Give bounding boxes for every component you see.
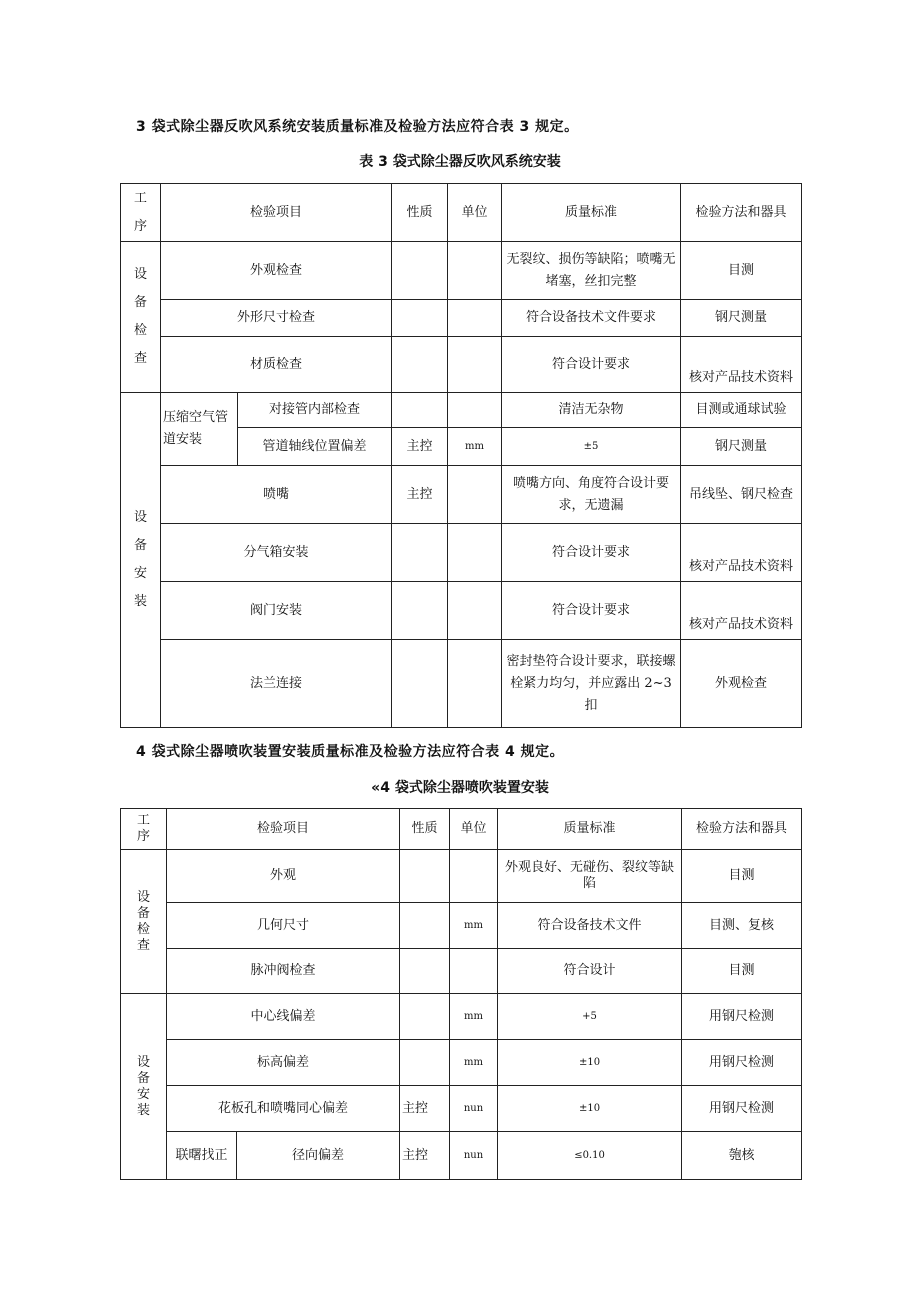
row-unit	[448, 582, 502, 640]
row-standard: ±10	[498, 1040, 682, 1086]
table-row	[121, 300, 802, 337]
row-nature	[392, 393, 448, 428]
row-standard: ±10	[498, 1086, 682, 1132]
table-3	[120, 183, 802, 728]
row-standard: 外观良好、无碰伤、裂纹等缺陷	[498, 850, 682, 903]
table-row	[121, 949, 802, 994]
row-method: 核对产品技术资料	[681, 524, 802, 582]
row-standard: 符合设计要求	[502, 524, 681, 582]
header-process: 工序	[121, 809, 167, 850]
row-method: 目测、复核	[682, 903, 802, 949]
row-standard: 无裂纹、损伤等缺陷；喷嘴无堵塞，丝扣完整	[502, 242, 681, 300]
row-method: 目测或通球试验	[681, 393, 802, 428]
row-unit	[448, 337, 502, 393]
row-method: 核对产品技术资料	[681, 582, 802, 640]
row-item: 外观检查	[161, 242, 392, 300]
row-item: 外观	[167, 850, 400, 903]
table-row	[121, 903, 802, 949]
row-nature: 主控	[400, 1132, 450, 1180]
row-standard: 符合设计	[498, 949, 682, 994]
row-nature: 主控	[392, 428, 448, 466]
row-unit	[448, 242, 502, 300]
row-item: 材质检查	[161, 337, 392, 393]
row-item: 几何尺寸	[167, 903, 400, 949]
header-item: 检验项目	[167, 809, 400, 850]
row-nature	[392, 337, 448, 393]
row-unit: nun	[450, 1086, 498, 1132]
header-nature: 性质	[400, 809, 450, 850]
header-item: 检验项目	[161, 184, 392, 242]
row-standard: 密封垫符合设计要求，联接螺栓紧力均匀，并应露出 2~3 扣	[502, 640, 681, 728]
section-3-intro: 3 袋式除尘器反吹风系统安装质量标准及检验方法应符合表 3 规定。	[136, 119, 579, 135]
header-method: 检验方法和器具	[681, 184, 802, 242]
row-item: 分气箱安装	[161, 524, 392, 582]
row-nature	[392, 524, 448, 582]
row-nature	[392, 300, 448, 337]
row-item: 径向偏差	[237, 1132, 400, 1180]
row-standard: ≤0.10	[498, 1132, 682, 1180]
row-standard: 喷嘴方向、角度符合设计要求，无遗漏	[502, 466, 681, 524]
row-item: 法兰连接	[161, 640, 392, 728]
row-method: 目测	[682, 850, 802, 903]
row-unit	[448, 466, 502, 524]
row-method: 核对产品技术资料	[681, 337, 802, 393]
subgroup-air-pipe: 压缩空气管道安装	[161, 393, 238, 466]
table-row	[121, 582, 802, 640]
row-nature	[400, 994, 450, 1040]
row-nature	[392, 242, 448, 300]
group-equipment-install: 设备安装	[121, 393, 161, 728]
table-row	[121, 1040, 802, 1086]
row-unit: mm	[450, 994, 498, 1040]
row-item: 阀门安装	[161, 582, 392, 640]
subgroup-alignment: 联曙找正	[167, 1132, 237, 1180]
row-standard: 符合设备技术文件	[498, 903, 682, 949]
table-row	[121, 242, 802, 300]
table-row	[121, 524, 802, 582]
table-row	[121, 640, 802, 728]
row-standard: 符合设备技术文件要求	[502, 300, 681, 337]
row-standard: 清洁无杂物	[502, 393, 681, 428]
table-header-row	[121, 809, 802, 850]
row-standard: 符合设计要求	[502, 337, 681, 393]
row-standard: ±5	[502, 428, 681, 466]
row-item: 对接管内部检查	[238, 393, 392, 428]
row-item: 喷嘴	[161, 466, 392, 524]
row-method: 外观检查	[681, 640, 802, 728]
row-unit: nun	[450, 1132, 498, 1180]
row-nature	[400, 1040, 450, 1086]
row-standard: 符合设计要求	[502, 582, 681, 640]
row-method: 用钢尺检测	[682, 1086, 802, 1132]
table-row	[121, 850, 802, 903]
table-row	[121, 337, 802, 393]
table-row	[121, 1132, 802, 1180]
row-method: 用钢尺检测	[682, 994, 802, 1040]
row-method: 钢尺测量	[681, 300, 802, 337]
row-method: 钢尺测量	[681, 428, 802, 466]
header-standard: 质量标准	[502, 184, 681, 242]
header-method: 检验方法和器具	[682, 809, 802, 850]
row-nature	[400, 949, 450, 994]
row-item: 外形尺寸检查	[161, 300, 392, 337]
row-unit	[448, 640, 502, 728]
row-unit	[450, 949, 498, 994]
row-method: 吊线坠、钢尺检查	[681, 466, 802, 524]
row-standard: +5	[498, 994, 682, 1040]
header-unit: 单位	[450, 809, 498, 850]
table-header-row	[121, 184, 802, 242]
table-row	[121, 1086, 802, 1132]
header-nature: 性质	[392, 184, 448, 242]
header-unit: 单位	[448, 184, 502, 242]
row-item: 标高偏差	[167, 1040, 400, 1086]
row-nature: 主控	[392, 466, 448, 524]
row-nature	[392, 582, 448, 640]
table-row	[121, 994, 802, 1040]
group-equipment-check: 设备检查	[121, 242, 161, 393]
row-nature	[400, 850, 450, 903]
row-method: 匏核	[682, 1132, 802, 1180]
row-unit: mm	[448, 428, 502, 466]
table-row	[121, 393, 802, 428]
row-unit	[448, 524, 502, 582]
row-nature: 主控	[400, 1086, 450, 1132]
table-row	[121, 466, 802, 524]
group-equipment-check: 设备检查	[121, 850, 167, 994]
row-unit: mm	[450, 1040, 498, 1086]
row-nature	[392, 640, 448, 728]
row-item: 脉冲阀检查	[167, 949, 400, 994]
header-standard: 质量标准	[498, 809, 682, 850]
row-method: 用钢尺检测	[682, 1040, 802, 1086]
row-method: 目测	[682, 949, 802, 994]
row-item: 中心线偏差	[167, 994, 400, 1040]
row-item: 管道轴线位置偏差	[238, 428, 392, 466]
table-4-caption: «4 袋式除尘器喷吹装置安装	[371, 780, 549, 796]
row-unit	[448, 393, 502, 428]
header-process: 工序	[121, 184, 161, 242]
row-nature	[400, 903, 450, 949]
group-equipment-install: 设备安装	[121, 994, 167, 1180]
row-method: 目测	[681, 242, 802, 300]
section-4-intro: 4 袋式除尘器喷吹装置安装质量标准及检验方法应符合表 4 规定。	[136, 744, 565, 760]
row-unit: mm	[450, 903, 498, 949]
table-4	[120, 808, 802, 1180]
table-3-caption: 表 3 袋式除尘器反吹风系统安装	[359, 154, 561, 170]
row-unit	[450, 850, 498, 903]
row-item: 花板孔和喷嘴同心偏差	[167, 1086, 400, 1132]
row-unit	[448, 300, 502, 337]
